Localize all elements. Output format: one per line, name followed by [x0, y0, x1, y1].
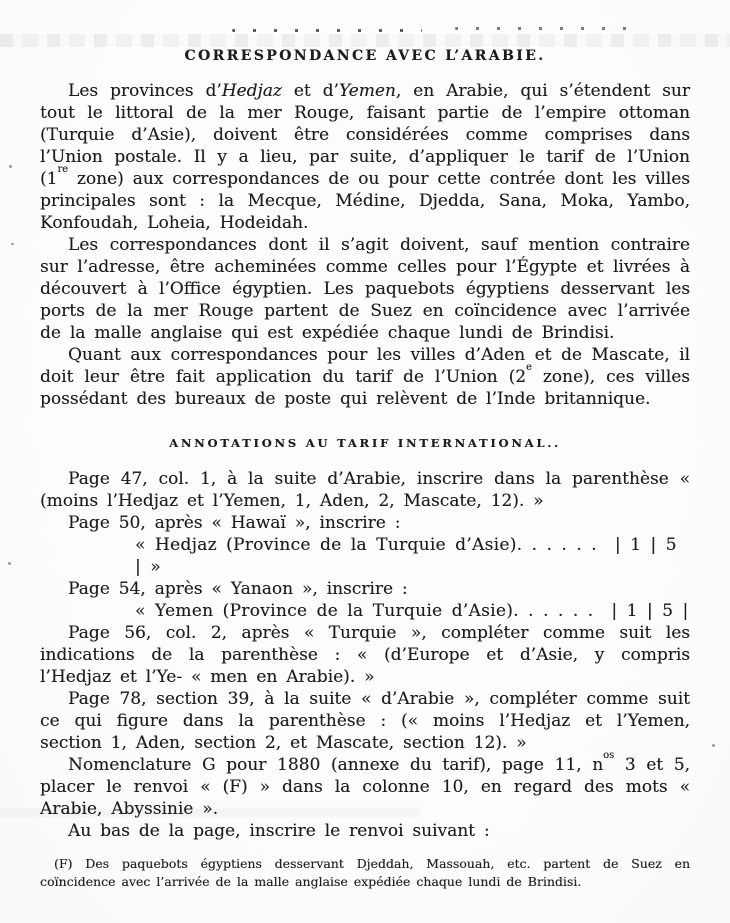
- scan-speck: [712, 744, 715, 747]
- tariff-line-yemen: « Yemen (Province de la Turquie d’Asie). . . . . . | 1 | 5 |: [135, 601, 689, 621]
- annotation-page-78: Page 78, section 39, à la suite « d’Arabie », compléter comme suit ce qui figure dans la parenthèse : (« moins l’Hedjaz et l’Yemen, section 1, Aden, section 2, et Mascate, section 12). »: [40, 689, 690, 753]
- scan-speck: [11, 243, 14, 245]
- annotation-nomenclature-g: Nomenclature G pour 1880 (annexe du tarif), page 11, $n^{os}$ 3 et 5, placer le renvoi « (F) » dans la colonne 10, en regard des mots « Arabie, Abyssinie ».: [40, 750, 691, 819]
- annotation-page-47: Page 47, col. 1, à la suite d’Arabie, inscrire dans la parenthèse « (moins l’Hedjaz et l’Yemen, 1, Aden, 2, Mascate, 12). »: [40, 469, 690, 511]
- intro-paragraph-3: Quant aux correspondances pour les villes d’Aden et de Mascate, il doit leur être fait application du tarif de l’Union (2e zone), ces villes possédant des bureaux de poste qui relèvent de l’Inde britannique.: [40, 345, 690, 409]
- intro-paragraph-2: Les correspondances dont il s’agit doivent, sauf mention contraire sur l’adresse, être acheminées comme celles pour l’Égypte et livrées à découvert à l’Office égyptien. Les paquebots égyptiens desservant les ports de la mer Rouge partent de Suez en coïncidence avec l’arrivée de la malle anglaise qui est expédiée chaque lundi de Brindisi.: [40, 235, 690, 343]
- annotation-page-56: Page 56, col. 2, après « Turquie », compléter comme suit les indications de la parenthèse : « (d’Europe et d’Asie, y compris l’Hedjaz et l’Ye- « men en Arabie). »: [40, 623, 690, 687]
- scan-noise-band: [0, 34, 730, 47]
- tariff-line-hedjaz: « Hedjaz (Province de la Turquie d’Asie). . . . . . | 1 | 5 | »: [135, 535, 677, 577]
- annotation-au-bas: Au bas de la page, inscrire le renvoi suivant :: [68, 821, 490, 841]
- footnote-f: (F) Des paquebots égyptiens desservant Djeddah, Massouah, etc. partent de Suez en coïncidence avec l’arrivée de la malle anglaise expédiée chaque lundi de Brindisi.: [40, 856, 690, 889]
- section-heading: ANNOTATIONS AU TARIF INTERNATIONAL..: [169, 436, 561, 450]
- annotation-page-50: Page 50, après « Hawaï », inscrire :: [68, 513, 401, 533]
- document-title: CORRESPONDANCE AVEC L’ARABIE.: [184, 48, 546, 64]
- annotation-page-54: Page 54, après « Yanaon », inscrire :: [68, 579, 408, 599]
- annotations-section: [40, 468, 690, 891]
- intro-section: [40, 80, 690, 410]
- intro-paragraph-1: Les provinces d’Hedjaz et d’Yemen, en Arabie, qui s’étendent sur tout le littoral de la mer Rouge, faisant partie de l’empire ottoman (Turquie d’Asie), doivent être considérées comme comprises dans l’Union postale. Il y a lieu, par suite, d’appliquer le tarif de l’Union (1re zone) aux correspondances de ou pour cette contrée dont les villes principales sont : la Mecque, Médine, Djedda, Sana, Moka, Yambo, Konfoudah, Loheia, Hodeidah.: [40, 81, 690, 233]
- scan-speck: [8, 562, 11, 565]
- scan-smudge: [0, 808, 420, 817]
- scan-speckles: [455, 27, 630, 30]
- scan-speck: [9, 165, 12, 168]
- scan-speckles: [232, 29, 422, 32]
